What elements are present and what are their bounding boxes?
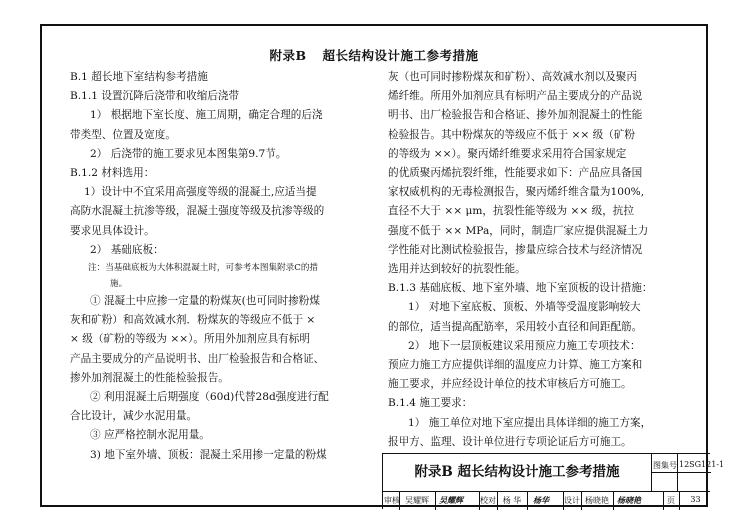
text-line: 家权威机构的无毒检测报告，聚丙烯纤维含量为100%, [388,186,645,199]
text-line: B.1.3 基础底板、地下室外墙、地下室顶板的设计措施： [388,282,653,295]
text-line: 2） 地下一层顶板建议采用预应力施工专项技术： [408,339,641,352]
title-prefix: 附录B [269,48,307,63]
reviewer-name: 吴耀辉 [405,496,429,505]
proofer-name: 杨 华 [502,496,522,505]
text-line: 带类型、位置及宽度。 [70,128,176,141]
text-line: 强度不低于 ×× MPa，同时，制造厂家应提供混凝土力 [388,224,649,237]
text-line: 学性能对比测试检验报告，掺量应综合技术与经济情况 [388,243,643,256]
text-line: ② 利用混凝土后期强度（60d)代替28d强度进行配 [90,391,329,404]
title-block [382,453,725,509]
proof-label: 校对 [480,496,496,505]
text-line: ③ 应严格控制水泥用量。 [90,429,210,442]
page-title [42,46,706,64]
text-line: 产品主要成分的产品说明书、出厂检验报告和合格证、 [70,352,325,365]
reviewer-signature: 吴耀辉 [439,496,463,505]
title-text: 超长结构设计施工参考措施 [322,48,479,63]
text-line: 的优质聚丙烯抗裂纤维，性能要求如下：产品应具备国 [388,167,643,180]
text-line: 注：当基础底板为大体积混凝土时，可参考本图集附录C的措 [88,263,319,274]
text-line: 高防水混凝土抗渗等级，混凝土强度等级及抗渗等级的 [70,205,325,218]
text-line: 的部位，适当提高配筋率，采用较小直径和间距配筋。 [388,320,643,333]
text-line: B.1 超长地下室结构参考措施 [70,71,208,83]
text-line: 施工要求，并应经设计单位的技术审核后方可施工。 [388,378,632,391]
right-text-column [388,68,718,452]
text-line: 合比设计，减少水泥用量。 [70,410,198,423]
text-line: 选用并达到较好的抗裂性能。 [388,263,526,276]
left-text-column [70,68,390,465]
text-line: 2） 基础底板： [90,243,164,256]
page-number: 33 [690,495,701,504]
text-line: 掺外加剂混凝土的性能检验报告。 [70,371,229,384]
designer-name: 杨晓艳 [585,496,609,505]
text-line: 施。 [110,279,128,290]
proofer-signature: 杨华 [533,496,549,505]
text-line: 烯纤维。所用外加剂应具有标明产品主要成分的产品说 [388,90,643,103]
text-line: 明书、出厂检验报告和合格证、掺外加剂混凝土的性能 [388,109,643,122]
text-line: B.1.4 施工要求： [388,397,473,410]
text-line: 1） 施工单位对地下室应提出具体详细的施工方案， [408,416,652,429]
atlas-label: 图集号 [653,461,677,470]
text-line: 直径不大于 ×× μm，抗裂性能等级为 ×× 级，抗拉 [388,205,634,218]
text-line: 1） 根据地下室长度、施工周期，确定合理的后浇 [90,109,323,122]
text-line: 检验报告。其中粉煤灰的等级应不低于 ×× 级（矿粉 [388,128,635,141]
text-line: 的等级为 ××）。聚丙烯纤维要求采用符合国家规定 [388,147,627,160]
text-line: 预应力施工方应提供详细的温度应力计算、施工方案和 [388,359,643,372]
designer-signature: 杨晓艳 [617,496,641,505]
text-line: 3) 地下室外墙、顶板：混凝土采用掺一定量的粉煤 [90,448,327,461]
text-line: 报甲方、监理、设计单位进行专项论证后方可施工。 [388,435,632,448]
text-line: 1）设计中不宜采用高强度等级的混凝土,应适当提 [84,186,317,199]
text-line: × 级（矿粉的等级为 ××）。所用外加剂应具有标明 [70,333,310,346]
drawing-frame [40,24,725,507]
text-line: 2） 后浇带的施工要求见本图集第9.7节。 [90,147,287,160]
text-line: 要求见具体设计。 [70,224,155,237]
text-line: B.1.2 材料选用： [70,167,155,180]
design-label: 设计 [564,496,580,505]
text-line: 1） 对地下室底板、顶板、外墙等受温度影响较大 [408,301,641,314]
atlas-number: 12SG121-1 [679,460,725,469]
review-label: 审核 [384,496,400,505]
text-line: 灰（也可同时掺粉煤灰和矿粉）、高效减水剂以及聚丙 [388,71,637,83]
text-line: 灰和矿粉）和高效减水剂．粉煤灰的等级应不低于 × [70,314,316,327]
title-block-main-title: 附录B 超长结构设计施工参考措施 [414,464,620,480]
page-label: 页 [667,496,675,505]
text-line: ① 混凝土中应掺一定量的粉煤灰(也可同时掺粉煤 [90,295,320,308]
text-line: B.1.1 设置沉降后浇带和收缩后浇带 [70,90,240,103]
